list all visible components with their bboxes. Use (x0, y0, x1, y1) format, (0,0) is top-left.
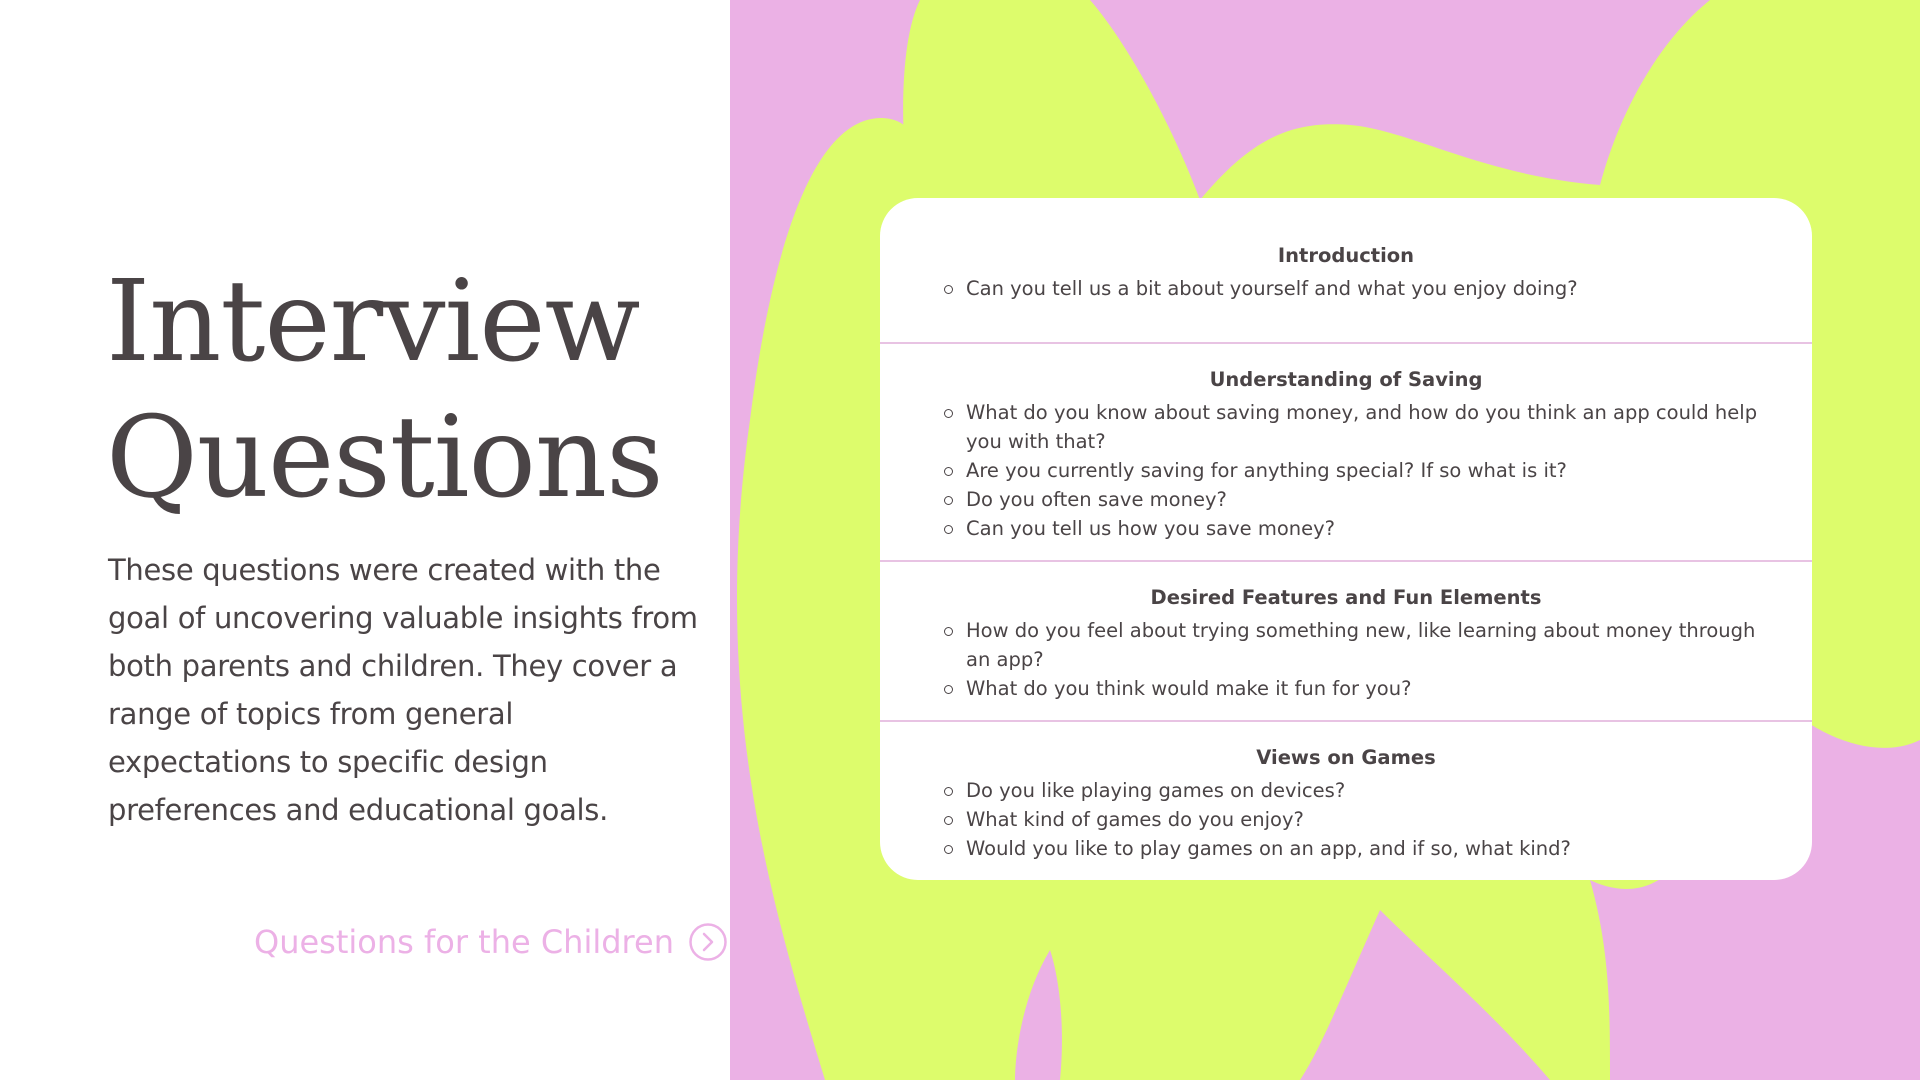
question-text: Do you often save money? (966, 488, 1227, 511)
section-desired-features (880, 562, 1812, 722)
section-views-on-games (880, 722, 1812, 880)
question-list (944, 616, 1782, 703)
bullet-icon (944, 409, 953, 418)
questions-for-children-label: Questions for the Children (254, 923, 674, 961)
list-item (944, 456, 1782, 485)
section-heading: Introduction (1277, 244, 1415, 267)
bullet-icon (944, 525, 953, 534)
page-title-line-2: Questions (106, 393, 663, 523)
questions-card (880, 198, 1812, 880)
question-text: Are you currently saving for anything special? If so what is it? (966, 459, 1567, 482)
question-list (944, 398, 1782, 543)
section-understanding-of-saving (880, 344, 1812, 562)
list-item (944, 274, 1782, 303)
list-item (944, 514, 1782, 543)
list-item (944, 485, 1782, 514)
question-text: Do you like playing games on devices? (966, 779, 1346, 802)
bullet-icon (944, 496, 953, 505)
bullet-icon (944, 285, 953, 294)
bullet-icon (944, 685, 953, 694)
bullet-icon (944, 845, 953, 854)
list-item (944, 776, 1782, 805)
bullet-icon (944, 627, 953, 636)
page-title (106, 254, 706, 526)
intro-paragraph: These questions were created with the goal of uncovering valuable insights from both parents and children. They cover a range of topics from general expectations to specific design preferences and educational goals. (108, 553, 698, 827)
question-text: Can you tell us how you save money? (966, 517, 1336, 540)
question-text: Can you tell us a bit about yourself and what you enjoy doing? (966, 277, 1578, 300)
question-text: What do you know about saving money, and how do you think an app could help you with that? (966, 401, 1758, 453)
section-heading: Desired Features and Fun Elements (1150, 586, 1542, 609)
list-item (944, 616, 1782, 674)
question-list (944, 776, 1782, 863)
list-item (944, 834, 1782, 863)
list-item (944, 398, 1782, 456)
question-text: What kind of games do you enjoy? (966, 808, 1304, 831)
section-heading: Understanding of Saving (1209, 368, 1483, 391)
question-list (944, 274, 1782, 303)
list-item (944, 674, 1782, 703)
page-title-line-1: Interview (106, 257, 640, 387)
list-item (944, 805, 1782, 834)
bullet-icon (944, 467, 953, 476)
question-text: What do you think would make it fun for you? (966, 677, 1412, 700)
bullet-icon (944, 816, 953, 825)
questions-for-children-link[interactable] (254, 922, 728, 962)
question-text: Would you like to play games on an app, and if so, what kind? (966, 837, 1571, 860)
bullet-icon (944, 787, 953, 796)
section-introduction (880, 198, 1812, 344)
left-panel (0, 0, 730, 1080)
question-text: How do you feel about trying something new, like learning about money through an app? (966, 619, 1756, 671)
section-heading: Views on Games (1256, 746, 1436, 769)
chevron-right-circle-icon[interactable] (688, 922, 728, 962)
